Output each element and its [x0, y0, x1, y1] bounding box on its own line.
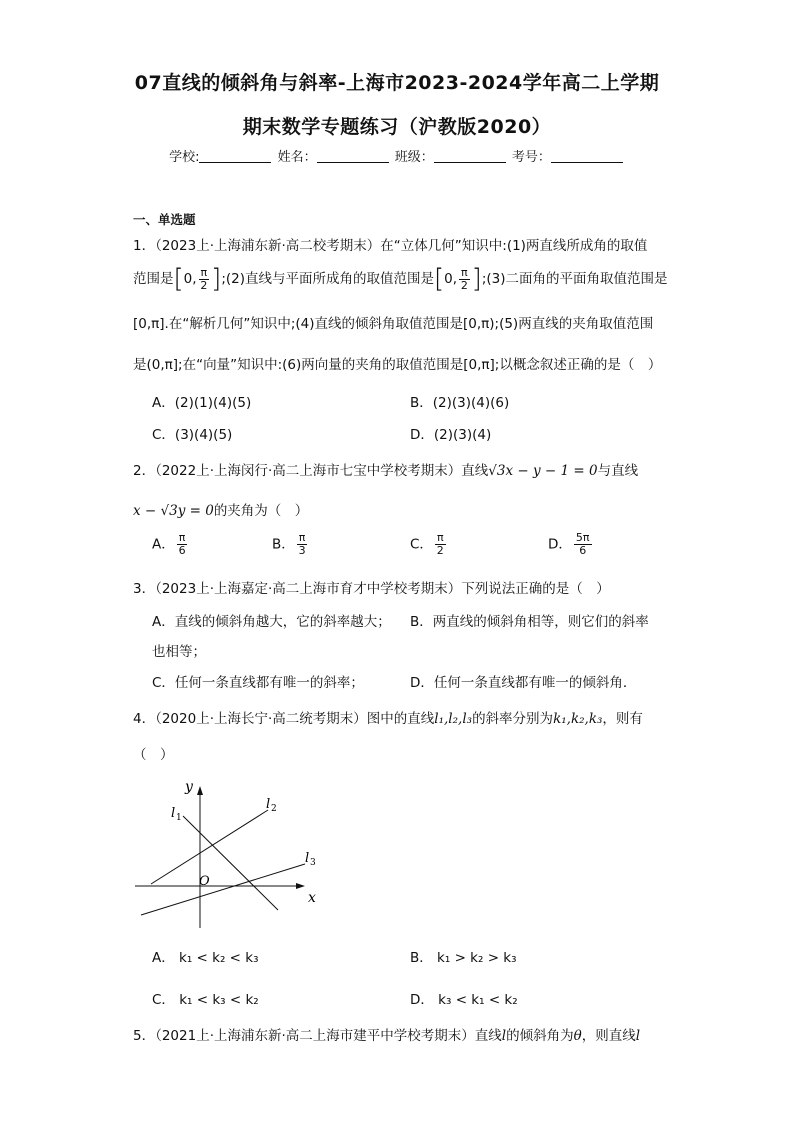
frac-num: π: [436, 531, 444, 544]
q3-option-b-continued: 也相等；: [152, 644, 206, 660]
line-l1-label: l: [171, 806, 176, 821]
q3-text-line1: 3．（2023上·上海嘉定·高二上海市育才中学校考期末）下列说法正确的是（ ）: [133, 581, 610, 597]
interval-left: 0,: [444, 271, 458, 287]
q2-option-b[interactable]: [272, 532, 309, 557]
line-l2-subscript: 2: [271, 804, 277, 814]
exam-number-blank[interactable]: [551, 150, 623, 163]
x-axis-label: x: [308, 890, 316, 906]
line-l2: [151, 810, 268, 884]
q4-text-part: ，则有: [602, 711, 643, 727]
q5-var-l2: l: [635, 1028, 641, 1044]
option-label: B．: [272, 536, 295, 553]
frac-den: 2: [436, 544, 444, 557]
q2-text-part: 与直线: [597, 463, 639, 479]
option-label: D．: [548, 536, 572, 553]
frac-num: 5π: [575, 531, 590, 544]
name-label: 姓名：: [277, 150, 317, 165]
frac-den: 6: [579, 544, 587, 557]
q4-option-b[interactable]: B． k₁ > k₂ > k₃: [410, 950, 517, 966]
q1-text-line2: [133, 266, 668, 292]
class-label: 班级：: [394, 150, 434, 165]
school-blank[interactable]: [199, 150, 271, 163]
q3-option-b[interactable]: B．两直线的倾斜角相等，则它们的斜率: [410, 614, 649, 630]
q5-theta: θ: [573, 1028, 582, 1044]
q4-line-names: l₁,l₂,l₃: [434, 711, 473, 727]
q5-text-line1: [133, 1024, 640, 1044]
q4-line-graph: [133, 778, 333, 928]
option-label: C．: [410, 536, 433, 553]
exam-number-label: 考号：: [511, 150, 551, 165]
origin-label: O: [199, 874, 210, 889]
line-l3-subscript: 3: [310, 858, 316, 868]
frac-num: π: [178, 531, 186, 544]
interval-left: 0,: [183, 271, 197, 287]
q1-text-line4: 是(0,π];在“向量”知识中:(6)两向量的夹角的取值范围是[0,π];以概念叙述正确的是（ ）: [133, 357, 662, 373]
school-label: 学校:: [169, 150, 200, 165]
class-blank[interactable]: [434, 150, 506, 163]
page-title-line1: 07直线的倾斜角与斜率-上海市2023-2024学年高二上学期: [134, 72, 660, 94]
interval-0-half-pi: [ 0, $\frac{\pi}{2}$ ]: [173, 264, 222, 294]
frac-num: π: [200, 265, 208, 279]
q1-option-d[interactable]: D．(2)(3)(4): [410, 427, 492, 443]
q2-text-part: 2．（2022上·上海闵行·高二上海市七宝中学校考期末）直线: [133, 463, 489, 479]
q4-text-part: 的斜率分别为: [472, 711, 554, 727]
q2-option-a[interactable]: [152, 532, 189, 557]
q3-option-a[interactable]: A．直线的倾斜角越大，它的斜率越大；: [152, 614, 391, 630]
section-heading: 一、单选题: [133, 212, 196, 227]
y-axis-label: y: [185, 779, 193, 795]
q1-text-part: ;(3)二面角的平面角取值范围是: [481, 271, 668, 287]
q5-text-part: ，则直线: [581, 1028, 636, 1044]
q4-option-c[interactable]: C． k₁ < k₃ < k₂: [152, 992, 259, 1008]
q5-text-part: 的倾斜角为: [506, 1028, 574, 1044]
option-label: A．: [152, 536, 175, 553]
q1-option-c[interactable]: C．(3)(4)(5): [152, 427, 233, 443]
q2-equation2: x − √3y = 0: [133, 503, 214, 519]
name-blank[interactable]: [317, 150, 389, 163]
q5-var-l: l: [501, 1028, 507, 1044]
q1-option-b[interactable]: B．(2)(3)(4)(6): [410, 395, 510, 411]
line-l1: [183, 816, 278, 910]
q1-text-part: 范围是: [133, 271, 174, 287]
frac-num: π: [461, 265, 468, 279]
q4-text-line2: （ ）: [133, 747, 174, 763]
frac-den: 3: [298, 544, 306, 557]
q5-text-part: 5．（2021上·上海浦东新·高二上海市建平中学校考期末）直线: [133, 1028, 502, 1044]
y-axis-arrow: [197, 786, 203, 795]
q2-option-c[interactable]: [410, 532, 448, 557]
q1-option-a[interactable]: A．(2)(1)(4)(5): [152, 395, 252, 411]
frac-den: 2: [200, 278, 208, 292]
line-l2-label: l: [266, 797, 271, 812]
interval-0-half-pi: [ 0, $\frac{\pi}{2}$ ]: [434, 264, 482, 294]
line-l1-subscript: 1: [176, 813, 182, 823]
q1-text-part: ;(2)直线与平面所成角的取值范围是: [221, 271, 434, 287]
q2-text-part: 的夹角为（ ）: [213, 503, 309, 519]
q4-option-d[interactable]: D． k₃ < k₁ < k₂: [410, 992, 518, 1008]
q3-option-c[interactable]: C．任何一条直线都有唯一的斜率；: [152, 675, 364, 691]
q4-text-line1: [133, 707, 643, 727]
q1-text-line1: 1．（2023上·上海浦东新·高二校考期末）在“立体几何”知识中:(1)两直线所成角的取值: [133, 238, 648, 254]
x-axis-arrow: [296, 883, 305, 889]
q4-slope-names: k₁,k₂,k₃: [553, 711, 603, 727]
q4-option-a[interactable]: A． k₁ < k₂ < k₃: [152, 950, 259, 966]
q4-text-part: 4．（2020上·上海长宁·高二统考期末）图中的直线: [133, 711, 435, 727]
q2-text-line2: [133, 499, 308, 519]
q2-text-line1: [133, 459, 638, 479]
q2-equation1: √3x − y − 1 = 0: [488, 463, 598, 479]
line-l3: [141, 864, 305, 915]
line-l3-label: l: [305, 851, 310, 866]
q1-text-line3: [0,π].在“解析几何”知识中;(4)直线的倾斜角取值范围是[0,π);(5)两直线的夹角取值范围: [133, 316, 654, 332]
frac-num: π: [298, 531, 306, 544]
q3-option-d[interactable]: D．任何一条直线都有唯一的倾斜角．: [410, 675, 637, 691]
frac-den: 6: [178, 544, 186, 557]
student-info-row: [0, 146, 794, 165]
frac-den: 2: [460, 278, 468, 292]
q2-option-d[interactable]: [548, 532, 594, 557]
page-title-line2: 期末数学专题练习（沪教版2020）: [242, 116, 552, 138]
